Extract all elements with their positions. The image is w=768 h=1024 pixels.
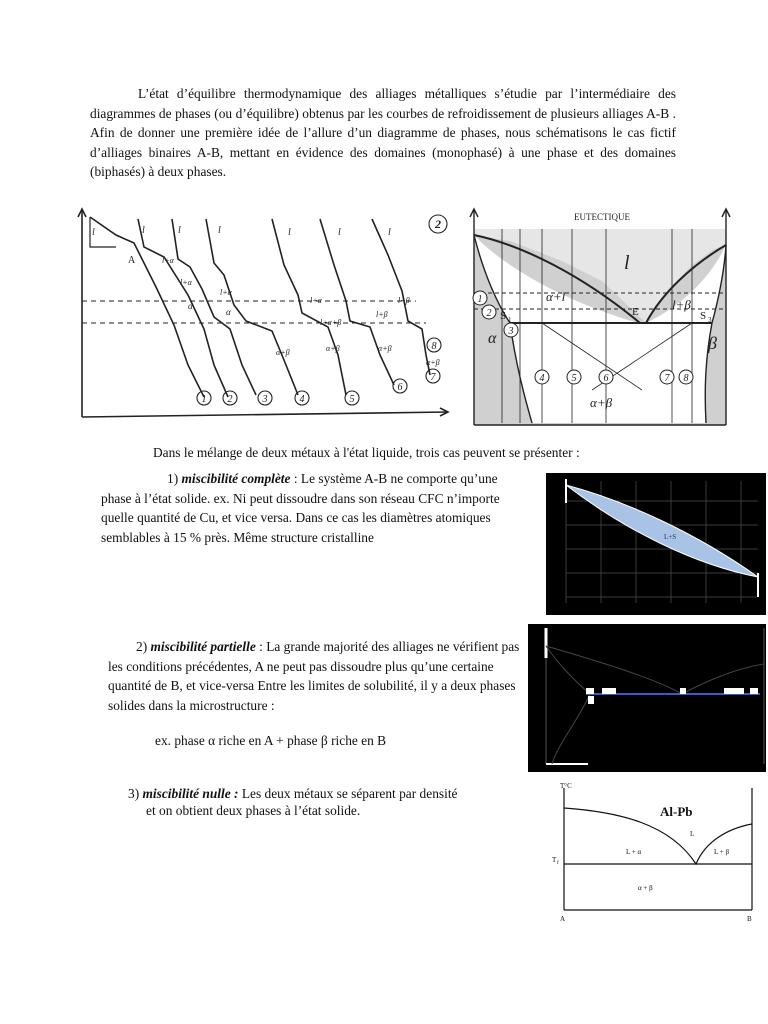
curve-number: 8 bbox=[431, 341, 437, 352]
label-l: l bbox=[288, 227, 291, 238]
cooling-curve-2 bbox=[138, 219, 228, 397]
case-2-title: miscibilité partielle bbox=[150, 639, 256, 654]
case-2-text: La grande majorité des alliages ne vérifient pas les conditions précédentes, A ne peut pas dissoudre plus qu’une certaine quantité de B, et vice-versa Entre les limites de solubilité, il y a deux phases solides dans la microstructure : bbox=[108, 639, 520, 713]
marker-number: 6 bbox=[603, 373, 609, 384]
alpb-title: Al-Pb bbox=[660, 804, 693, 819]
case-3-text-2: et on obtient deux phases à l’état solide. bbox=[146, 803, 361, 818]
curve-number: 5 bbox=[349, 394, 355, 405]
label-l: l bbox=[218, 225, 221, 236]
curve-number: 2 bbox=[227, 394, 233, 405]
case-1-separator: : bbox=[290, 471, 301, 486]
label-S1: S bbox=[500, 310, 507, 322]
case-1-title: miscibilité complète bbox=[181, 471, 291, 486]
phase-label: α+β bbox=[276, 348, 290, 357]
label-Tf-sub: f bbox=[557, 861, 559, 866]
label-alpha: α bbox=[488, 330, 497, 347]
phase-label: α+β bbox=[426, 358, 440, 367]
partial-miscibility-chart bbox=[528, 624, 766, 772]
label-l-beta: l+β bbox=[672, 297, 691, 312]
label-l: l bbox=[178, 225, 181, 236]
label-E: E bbox=[632, 306, 639, 318]
phase-label: l+α bbox=[310, 296, 322, 305]
y-axis-label: T°C bbox=[560, 782, 572, 790]
curve-number: 6 bbox=[397, 382, 403, 393]
label-l: l bbox=[92, 227, 95, 238]
label-beta: β bbox=[708, 333, 717, 353]
cooling-curve-1 bbox=[90, 217, 204, 397]
case-2-separator: : bbox=[255, 639, 267, 654]
label-alpha-l: α+l bbox=[546, 289, 566, 304]
case-1-paragraph bbox=[101, 469, 529, 547]
label-S3: S bbox=[700, 310, 707, 322]
x-axis-line bbox=[82, 412, 448, 417]
label-L-alpha: L + α bbox=[626, 848, 642, 856]
phase-label: l+α+β bbox=[320, 318, 342, 327]
label-l: l bbox=[142, 225, 145, 236]
case-3-title: miscibilité nulle : bbox=[142, 786, 239, 801]
phase-label: l+α bbox=[162, 256, 174, 265]
marker-number: 7 bbox=[664, 373, 670, 384]
phase-label: l+β bbox=[398, 296, 410, 305]
label-L-beta: L + β bbox=[714, 848, 730, 856]
curve-number: 4 bbox=[299, 394, 305, 405]
label-l: l bbox=[388, 227, 391, 238]
label-B: B bbox=[747, 915, 752, 923]
marker-number: 5 bbox=[571, 373, 577, 384]
complete-miscibility-chart bbox=[546, 473, 766, 615]
label-l: l bbox=[338, 227, 341, 238]
marker-number: 8 bbox=[683, 373, 689, 384]
label-S3-sub: 3 bbox=[708, 316, 712, 324]
phase-label: l+α bbox=[180, 278, 192, 287]
phase-label: l+β bbox=[376, 310, 388, 319]
phase-label: α bbox=[226, 307, 231, 317]
label-alpha-beta: α + β bbox=[638, 884, 653, 892]
label-S1-sub: 1 bbox=[508, 316, 512, 324]
case-1-number: 1) bbox=[167, 471, 179, 486]
label-Tf: T bbox=[552, 856, 557, 864]
label-A: A bbox=[560, 915, 566, 923]
marker-number: 4 bbox=[539, 373, 545, 384]
marker-number: 1 bbox=[477, 294, 483, 305]
eutectic-diagram-figure bbox=[462, 205, 732, 427]
lens-label: L+S bbox=[664, 533, 677, 541]
case-1-text: Le système A-B ne comporte qu’une phase à l’état solide. ex. Ni peut dissoudre dans son réseau CFC n’importe quelle quantité de Cu, et vice versa. Dans ce cas les diamètres atomiques semblables à 15 % près. Même structure cristalline bbox=[101, 471, 500, 545]
figure-badge: 2 bbox=[435, 217, 441, 231]
cooling-curve-3 bbox=[172, 219, 256, 395]
cooling-curve-4 bbox=[206, 219, 298, 395]
cooling-curves-figure bbox=[76, 205, 452, 427]
case-2-paragraph bbox=[108, 637, 528, 715]
al-pb-diagram bbox=[550, 778, 760, 926]
label-liquid: l bbox=[624, 252, 630, 274]
intro-paragraph: L’état d’équilibre thermodynamique des alliages métalliques s’étudie par l’intermédiaire des diagrammes de phases (ou d’équilibre) obtenus par les courbes de refroidissement de plusieurs alliages A-B . Afin de donner une première idée de l’allure d’un diagramme de phases, nous schématisons le cas fictif d’alliages binaires A-B, mettant en évidence des domaines (monophasé) à une phase et des domaines (biphasés) à deux phases. bbox=[90, 86, 676, 179]
label-alpha-beta: α+β bbox=[590, 395, 613, 410]
marker-number: 3 bbox=[508, 326, 514, 337]
case-3-number: 3) bbox=[128, 786, 140, 801]
cooling-curve-5 bbox=[272, 219, 346, 395]
case-2-example: ex. phase α riche en A + phase β riche en B bbox=[155, 733, 387, 748]
marker-number: 2 bbox=[486, 308, 492, 319]
lead-sentence: Dans le mélange de deux métaux à l'état liquide, trois cas peuvent se présenter : bbox=[153, 445, 580, 460]
case-2-number: 2) bbox=[136, 639, 148, 654]
curve-number: 7 bbox=[430, 372, 436, 383]
phase-label: α bbox=[188, 301, 193, 311]
phase-label: l+α bbox=[220, 288, 232, 297]
phase-label: α+β bbox=[326, 344, 340, 353]
diagram-title: EUTECTIQUE bbox=[574, 212, 630, 222]
curve-number: 1 bbox=[201, 394, 207, 405]
label-A: A bbox=[128, 255, 136, 266]
curve-number: 3 bbox=[262, 394, 268, 405]
phase-label: α+β bbox=[378, 344, 392, 353]
label-L: L bbox=[690, 830, 695, 838]
case-3-text-1: Les deux métaux se séparent par densité bbox=[238, 786, 458, 801]
